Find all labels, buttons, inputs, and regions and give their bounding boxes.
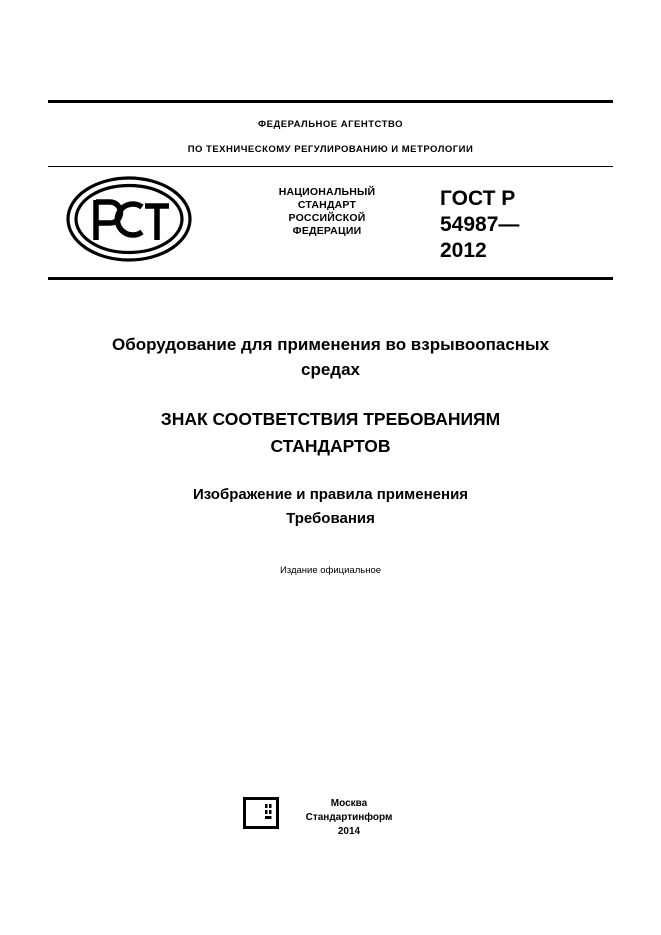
publisher-city: Москва bbox=[330, 798, 368, 809]
standard-number-block bbox=[440, 186, 615, 264]
agency-line-1: ФЕДЕРАЛЬНОЕ АГЕНТСТВО bbox=[258, 119, 403, 130]
header-rule-top bbox=[48, 100, 613, 103]
sub-title bbox=[48, 483, 613, 531]
national-standard-line-3: РОССИЙСКОЙ bbox=[288, 212, 366, 224]
scope-title-line-2: средах bbox=[301, 360, 360, 379]
publisher-block bbox=[290, 797, 490, 839]
header-rule-bottom bbox=[48, 277, 613, 280]
sub-title-line-1: Изображение и правила применения bbox=[192, 486, 469, 503]
publisher-year: 2014 bbox=[337, 826, 361, 837]
standard-number-line-2: 54987— bbox=[440, 213, 520, 236]
national-standard-block bbox=[232, 186, 422, 238]
standartinform-logo-icon bbox=[242, 796, 280, 830]
publisher-name: Стандартинформ bbox=[305, 812, 393, 823]
standard-number-line-1: ГОСТ Р bbox=[440, 187, 516, 210]
national-standard-line-1: НАЦИОНАЛЬНЫЙ bbox=[278, 186, 376, 198]
national-standard-line-4: ФЕДЕРАЦИИ bbox=[292, 225, 362, 237]
main-title-line-1: ЗНАК СООТВЕТСТВИЯ ТРЕБОВАНИЯМ bbox=[160, 409, 501, 429]
national-standard-line-2: СТАНДАРТ bbox=[297, 199, 357, 211]
main-title bbox=[48, 406, 613, 460]
scope-title bbox=[48, 332, 613, 382]
edition-note: Издание официальное bbox=[279, 565, 382, 576]
sub-title-line-2: Требования bbox=[286, 510, 375, 527]
main-title-line-2: СТАНДАРТОВ bbox=[270, 436, 391, 456]
standard-number-line-3: 2012 bbox=[440, 239, 487, 262]
header-rule-middle bbox=[48, 166, 613, 167]
agency-line-2: ПО ТЕХНИЧЕСКОМУ РЕГУЛИРОВАНИЮ И МЕТРОЛОГИИ bbox=[187, 144, 474, 155]
scope-title-line-1: Оборудование для применения во взрывоопасных bbox=[111, 335, 550, 354]
rosstandart-pct-emblem-icon bbox=[66, 176, 192, 262]
